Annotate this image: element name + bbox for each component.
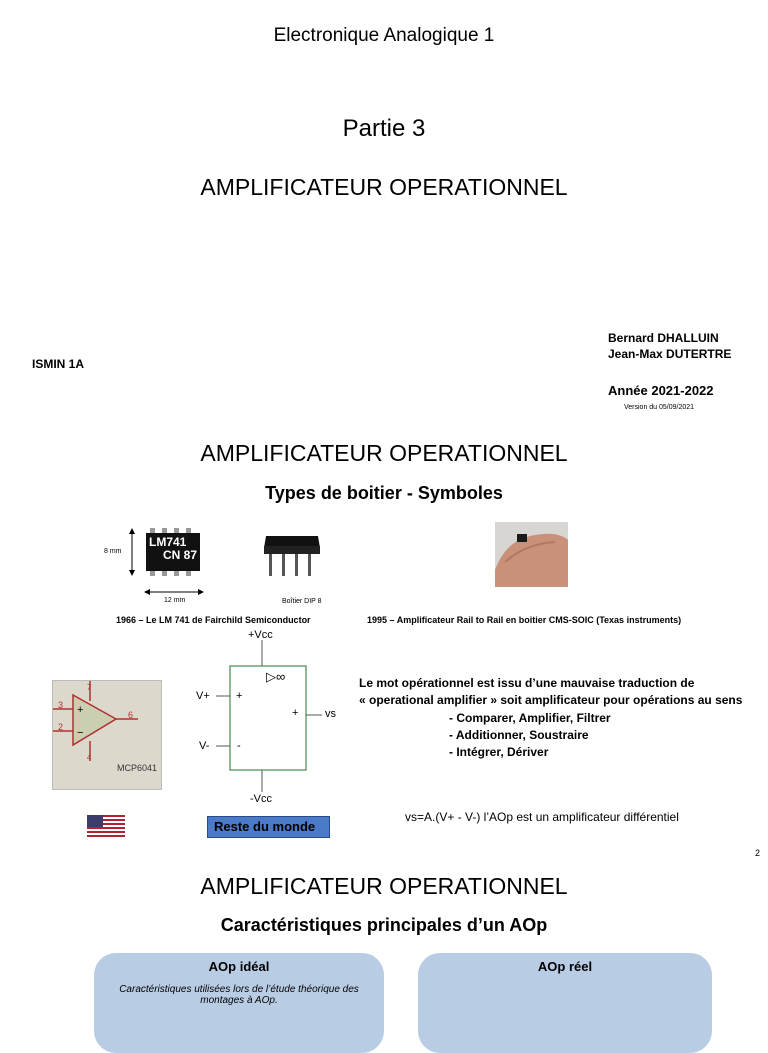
dim-width-label: 12 mm bbox=[164, 597, 186, 604]
part-title: Partie 3 bbox=[342, 115, 426, 142]
vs-label: vs bbox=[325, 708, 336, 720]
plus-input-sign: + bbox=[236, 690, 243, 702]
pin-3: 3 bbox=[58, 700, 64, 710]
school-label: ISMIN 1A bbox=[32, 357, 85, 371]
rest-of-world-box: Reste du monde bbox=[207, 816, 330, 838]
ideal-card-text: Caractéristiques utilisées lors de l’étude théorique des montages à AOp. bbox=[119, 984, 359, 1006]
list-item: - Additionner, Soustraire bbox=[449, 728, 589, 742]
v-minus-label: V- bbox=[199, 740, 210, 752]
slide3-title: AMPLIFICATEUR OPERATIONNEL bbox=[200, 873, 568, 899]
explanation-line-2: « operational amplifier » soit amplificateur pour opérations au sens bbox=[359, 693, 743, 707]
chip-line-1: LM741 bbox=[149, 535, 187, 549]
pin-4: 4 bbox=[87, 753, 92, 762]
caption-rail: 1995 – Amplificateur Rail to Rail en boitier CMS-SOIC (Texas instruments) bbox=[367, 615, 682, 625]
opamp-box-symbol bbox=[200, 640, 340, 800]
mcp-label: MCP6041 bbox=[117, 763, 158, 773]
list-item: - Comparer, Amplifier, Filtrer bbox=[449, 711, 611, 725]
dim-height-label: 8 mm bbox=[104, 548, 122, 555]
vcc-minus-label: -Vcc bbox=[250, 793, 272, 805]
dip8-label: Boîtier DIP 8 bbox=[282, 598, 322, 605]
output-plus-sign: + bbox=[292, 707, 299, 719]
pin-2: 2 bbox=[58, 722, 64, 732]
formula-text: vs=A.(V+ - V-) l’AOp est un amplificateur différentiel bbox=[405, 810, 679, 824]
svg-text:+: + bbox=[77, 704, 84, 716]
chip-line-2: CN 87 bbox=[162, 548, 197, 562]
ideal-opamp-card bbox=[94, 953, 384, 1053]
pin-7: 7 bbox=[87, 683, 92, 692]
v-plus-label: V+ bbox=[196, 690, 210, 702]
vcc-plus-label: +Vcc bbox=[248, 629, 273, 641]
real-card-title: AOp réel bbox=[537, 959, 593, 974]
slide3-subtitle: Caractéristiques principales d’un AOp bbox=[220, 915, 548, 935]
ideal-card-title: AOp idéal bbox=[208, 959, 270, 974]
minus-input-sign: - bbox=[237, 740, 241, 752]
caption-lm741: 1966 – Le LM 741 de Fairchild Semiconductor bbox=[116, 615, 311, 625]
course-title: Electronique Analogique 1 bbox=[273, 25, 495, 46]
explanation-line-1: Le mot opérationnel est issu d’une mauvaise traduction de bbox=[359, 676, 695, 690]
lm741-chip-figure bbox=[104, 526, 214, 606]
soic-finger-photo bbox=[495, 522, 568, 587]
slide2-title: AMPLIFICATEUR OPERATIONNEL bbox=[200, 440, 568, 466]
slide2-subtitle: Types de boitier - Symboles bbox=[265, 483, 503, 503]
author-2: Jean-Max DUTERTRE bbox=[608, 347, 732, 361]
page-number: 2 bbox=[755, 848, 761, 858]
slide1-title: AMPLIFICATEUR OPERATIONNEL bbox=[200, 174, 568, 200]
pin-6: 6 bbox=[128, 710, 134, 720]
author-1: Bernard DHALLUIN bbox=[608, 331, 719, 345]
real-opamp-card bbox=[418, 953, 712, 1053]
mcp6041-panel bbox=[52, 680, 162, 790]
dip8-package-icon bbox=[262, 534, 322, 580]
us-flag-icon bbox=[87, 815, 125, 839]
infinity-triangle-icon: ▷∞ bbox=[266, 669, 286, 684]
version-label: Version du 05/09/2021 bbox=[624, 404, 695, 411]
svg-text:−: − bbox=[77, 727, 84, 739]
year-label: Année 2021-2022 bbox=[608, 383, 714, 398]
list-item: - Intégrer, Dériver bbox=[449, 745, 549, 759]
